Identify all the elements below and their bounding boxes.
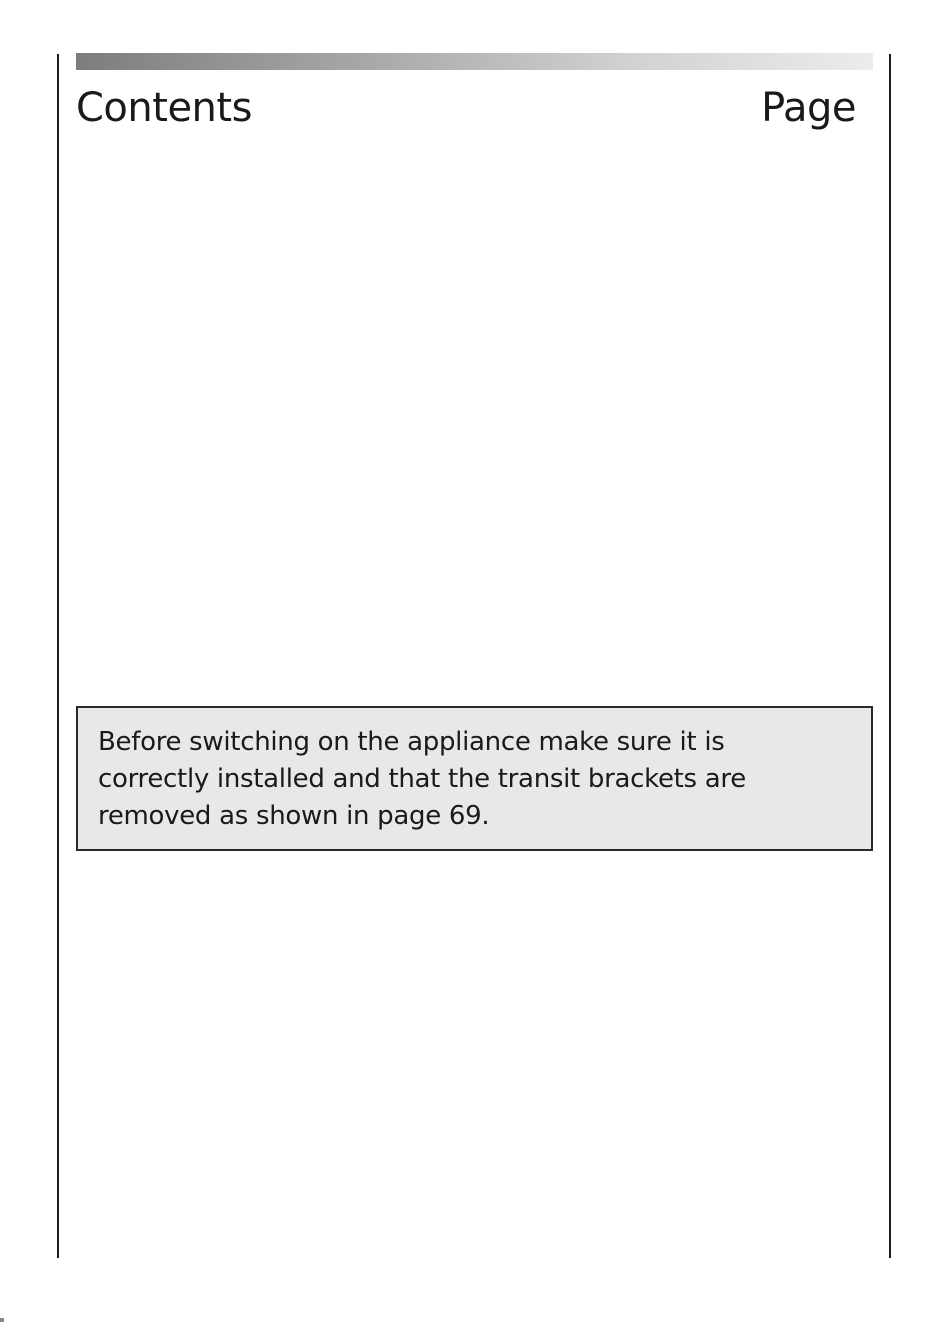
installation-notice-box — [76, 706, 873, 851]
installation-notice-text — [98, 724, 838, 835]
corner-print-mark — [0, 1318, 4, 1322]
left-margin-rule — [57, 54, 59, 1258]
header-gradient-bar — [76, 53, 873, 70]
notice-line-2: correctly installed and that the transit brackets are — [98, 764, 746, 794]
contents-heading-row — [76, 82, 856, 138]
notice-line-1: Before switching on the appliance make sure it is — [98, 727, 725, 757]
right-margin-rule — [889, 54, 891, 1258]
notice-line-3: removed as shown in page 69. — [98, 801, 490, 831]
contents-heading: Contents — [76, 85, 252, 131]
page-column-heading: Page — [761, 85, 856, 131]
